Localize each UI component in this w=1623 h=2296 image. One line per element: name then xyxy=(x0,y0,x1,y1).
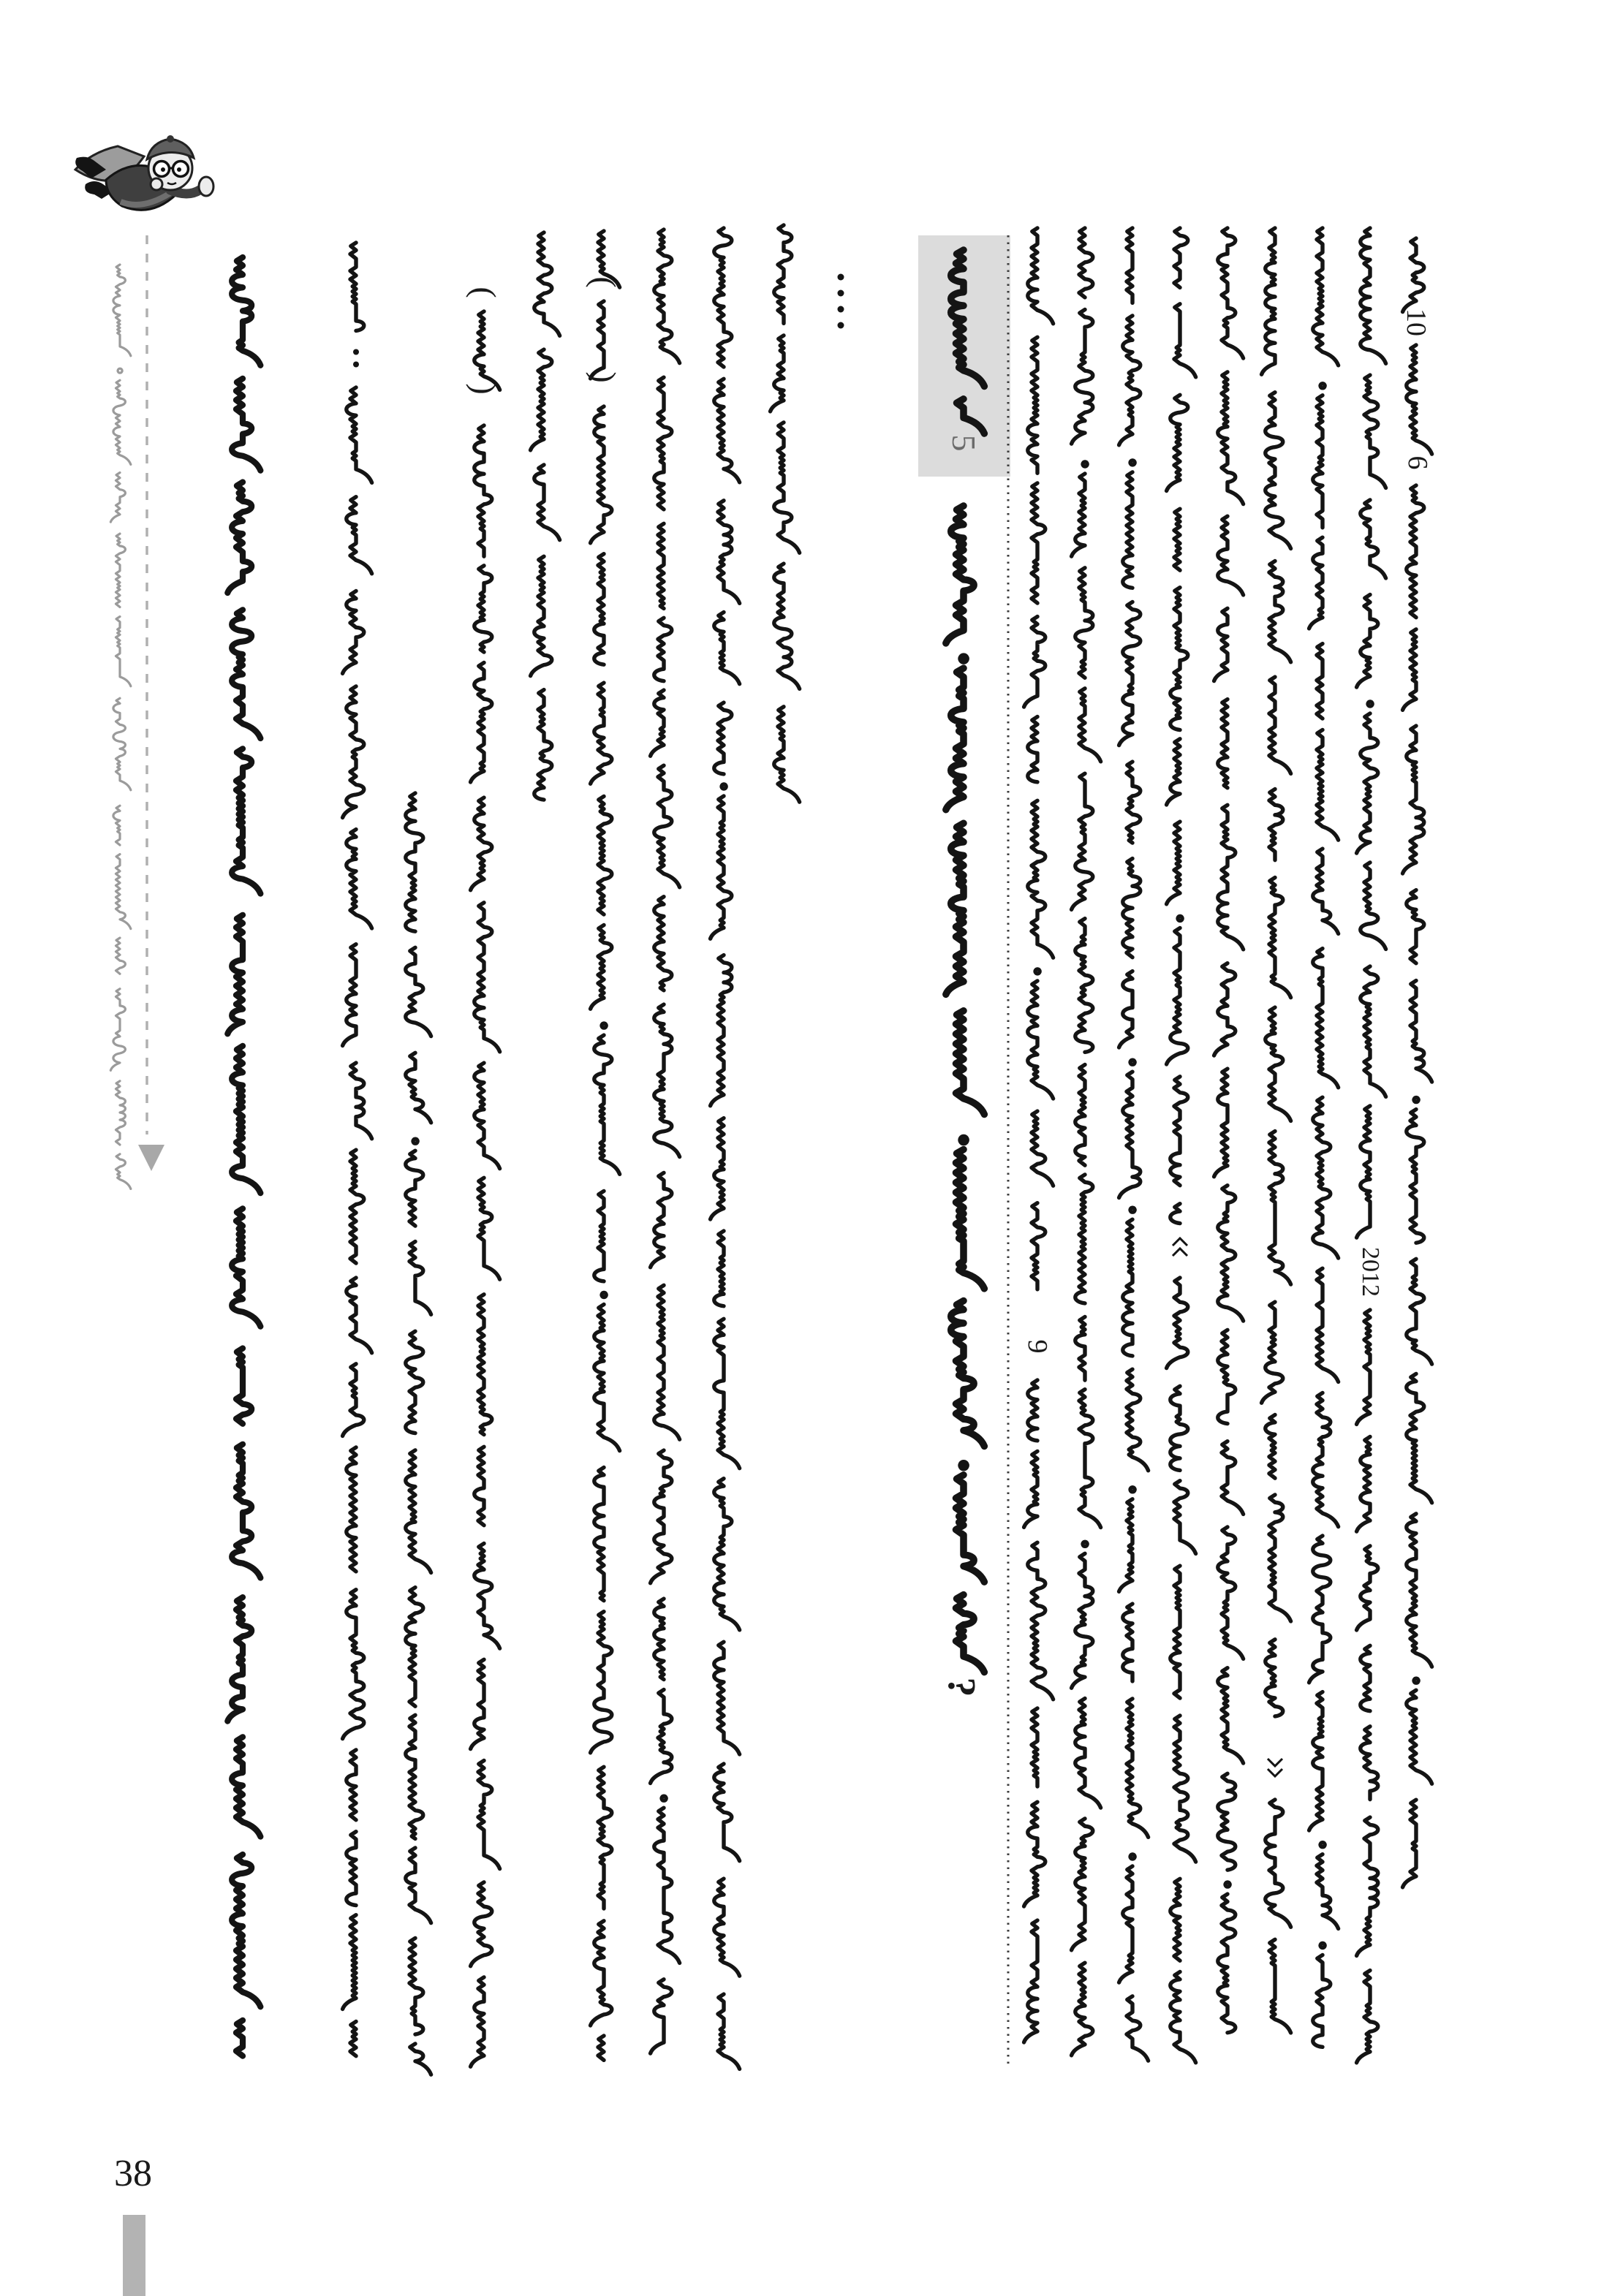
parenthesis: ( xyxy=(586,276,623,288)
mongolian-text-column xyxy=(1403,238,1424,312)
mongolian-text-column xyxy=(1119,228,1149,2061)
mongolian-text-column xyxy=(227,257,260,2056)
mascot-eye xyxy=(161,167,165,172)
mongolian-text-column xyxy=(711,228,740,2069)
mongolian-text-column xyxy=(474,311,500,390)
quote-open-icon xyxy=(1170,1235,1189,1259)
mascot-cap-knob xyxy=(167,135,174,143)
mongolian-text-column xyxy=(1266,1800,1291,2033)
mascot-eye xyxy=(177,167,181,172)
page-number: 38 xyxy=(114,2153,152,2194)
mongolian-text-column xyxy=(350,243,364,330)
mongolian-text-column xyxy=(1309,228,1339,2047)
flying-boy-mascot-illustration xyxy=(69,108,219,258)
inline-numeral: 2012 xyxy=(1357,1247,1384,1297)
parenthesis: ( xyxy=(466,287,503,298)
mongolian-text-column xyxy=(946,506,985,1672)
colon-dots-icon xyxy=(353,343,359,374)
mongolian-text-column xyxy=(1357,228,1386,1238)
mongolian-text-column xyxy=(591,301,604,379)
mongolian-text-column xyxy=(1403,485,1432,1887)
mascot-hand xyxy=(199,177,213,196)
margin-arrow-icon xyxy=(138,1145,164,1171)
mongolian-text-column xyxy=(1072,228,1101,2056)
mongolian-text-column xyxy=(531,232,560,800)
mongolian-text-column xyxy=(951,250,985,433)
inline-numeral: 9 xyxy=(1022,1339,1053,1354)
mongolian-text-column xyxy=(343,387,372,2056)
mongolian-text-column xyxy=(406,793,431,2075)
question-mark: ? xyxy=(940,1677,984,1697)
mongolian-text-column xyxy=(1167,228,1196,1224)
parenthesis: ) xyxy=(586,371,623,383)
mongolian-text-column xyxy=(591,406,620,2060)
inline-numeral: 10 xyxy=(1401,308,1431,336)
mongolian-text-column xyxy=(1262,228,1291,1716)
mongolian-text-column xyxy=(1357,1310,1378,2063)
ellipsis-dots-icon xyxy=(838,265,844,338)
section-number: 5 xyxy=(945,434,983,452)
mongolian-text-column xyxy=(1214,228,1244,2033)
parenthesis: ) xyxy=(466,383,503,395)
quote-close-icon xyxy=(1266,1756,1285,1779)
inline-numeral: 6 xyxy=(1402,455,1433,470)
mongolian-text-column xyxy=(110,265,131,1189)
mongolian-text-column xyxy=(1407,345,1432,454)
mongolian-text-column xyxy=(1167,1278,1196,2063)
mongolian-text-column xyxy=(1024,1380,1053,2042)
mongolian-text-column xyxy=(771,225,800,802)
mascot-chin-hand xyxy=(151,178,162,190)
mongolian-text-column xyxy=(651,230,680,2053)
page-edge-tab xyxy=(123,2215,145,2296)
mongolian-text-column xyxy=(471,425,500,2066)
mongolian-text-column xyxy=(1024,228,1053,1289)
